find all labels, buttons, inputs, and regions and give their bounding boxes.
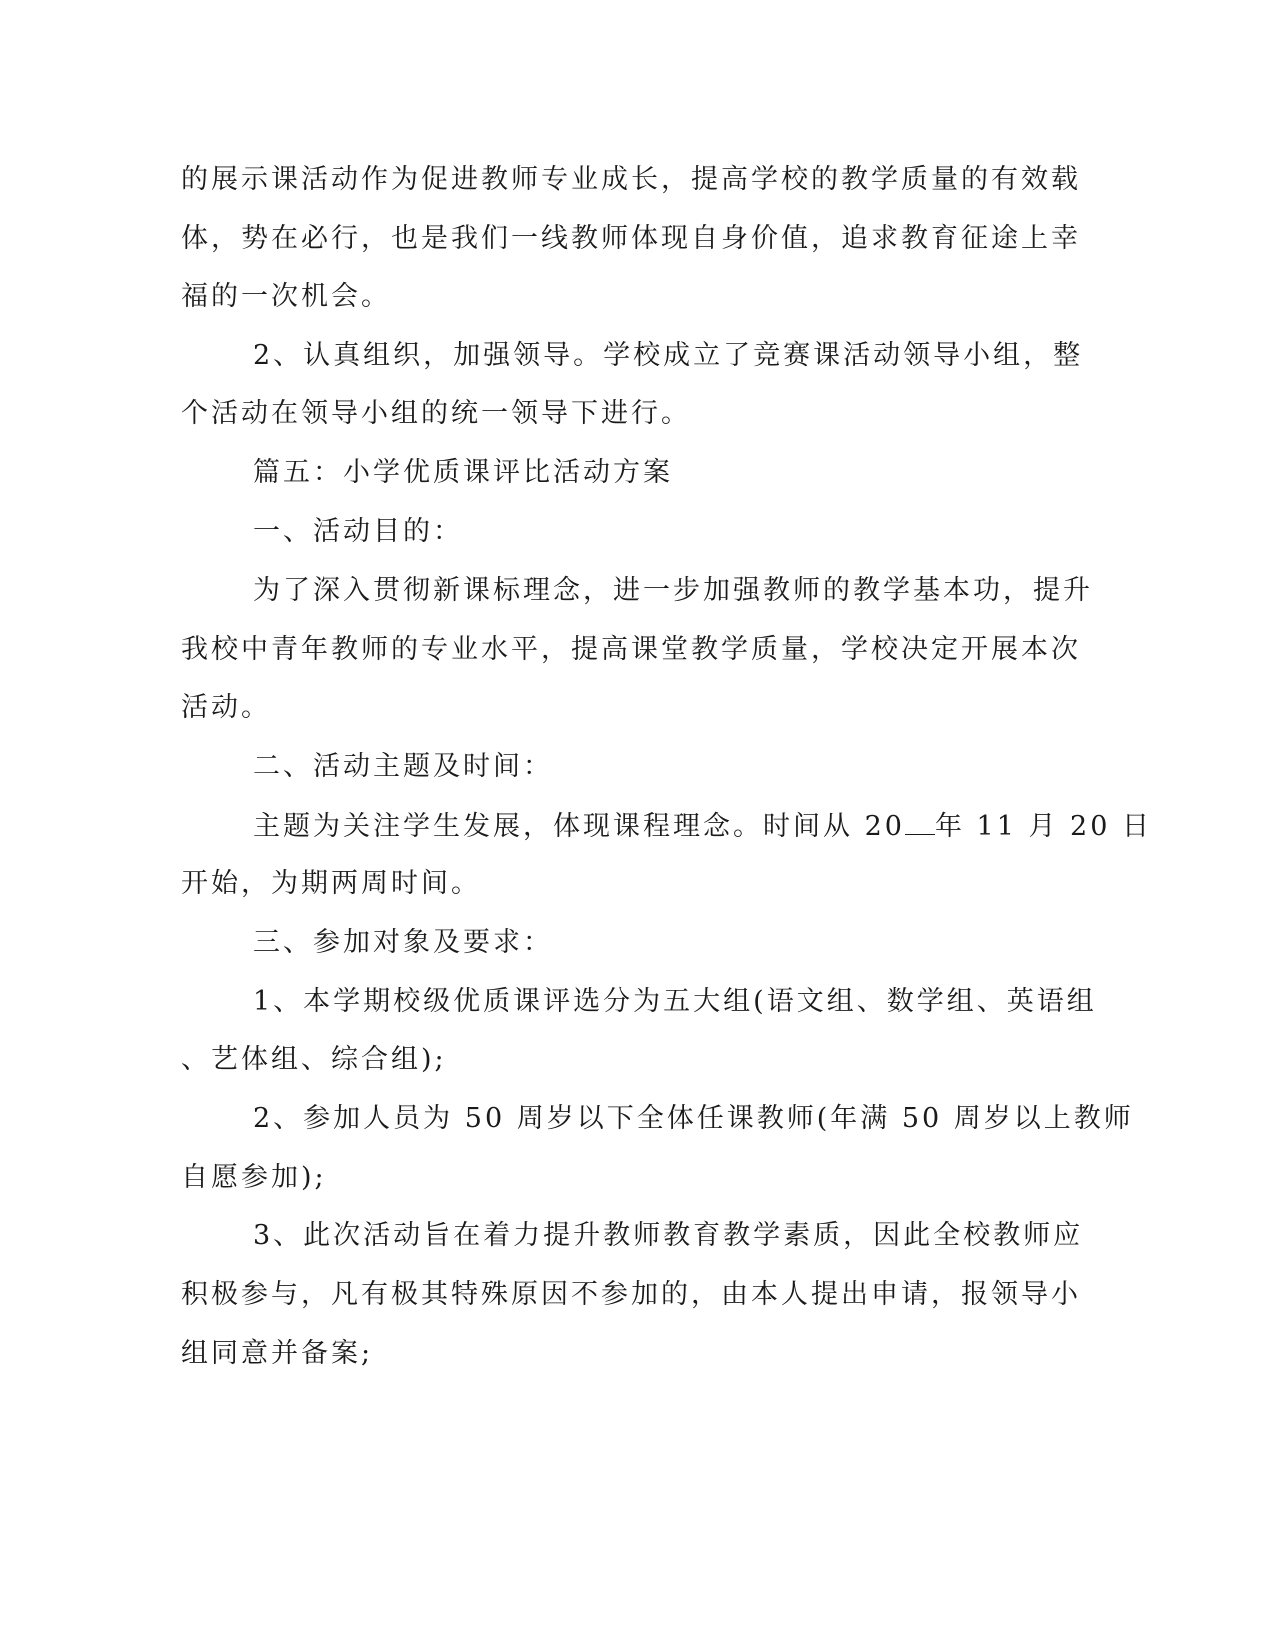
text-line-13: 开始，为期两周时间。 — [181, 868, 481, 899]
text-line-20: 积极参与，凡有极其特殊原因不参加的，由本人提出申请，报领导小 — [181, 1279, 1081, 1310]
heading-activity-purpose: 一、活动目的： — [253, 516, 463, 547]
text-line-5: 个活动在领导小组的统一领导下进行。 — [181, 398, 691, 429]
text-line-3: 福的一次机会。 — [181, 281, 391, 312]
text-line-12 — [0, 806, 1275, 846]
text-line-21: 组同意并备案; — [181, 1338, 374, 1369]
text-line-15: 1、本学期校级优质课评选分为五大组(语文组、数学组、英语组 — [253, 986, 1097, 1017]
year-blank-underline — [905, 806, 935, 835]
theme-time-start: 主题为关注学生发展，体现课程理念。时间从 20 — [253, 811, 905, 842]
text-line-19: 3、此次活动旨在着力提升教师教育教学素质，因此全校教师应 — [253, 1220, 1084, 1251]
section-heading-5: 篇五：小学优质课评比活动方案 — [253, 457, 673, 488]
text-line-2: 体，势在必行，也是我们一线教师体现自身价值，追求教育征途上幸 — [181, 223, 1081, 254]
heading-theme-time: 二、活动主题及时间： — [253, 751, 553, 782]
text-line-8: 为了深入贯彻新课标理念，进一步加强教师的教学基本功，提升 — [253, 575, 1093, 606]
text-line-10: 活动。 — [181, 692, 271, 723]
text-line-18: 自愿参加); — [181, 1162, 327, 1193]
text-line-4: 2、认真组织，加强领导。学校成立了竞赛课活动领导小组，整 — [253, 340, 1084, 371]
text-line-17: 2、参加人员为 50 周岁以下全体任课教师(年满 50 周岁以上教师 — [253, 1103, 1134, 1134]
text-line-9: 我校中青年教师的专业水平，提高课堂教学质量，学校决定开展本次 — [181, 634, 1081, 665]
text-line-1: 的展示课活动作为促进教师专业成长，提高学校的教学质量的有效载 — [181, 164, 1081, 195]
heading-participants: 三、参加对象及要求： — [253, 927, 553, 958]
text-line-16: 、艺体组、综合组); — [181, 1044, 447, 1075]
theme-time-end: 年 11 月 20 日 — [934, 811, 1152, 842]
